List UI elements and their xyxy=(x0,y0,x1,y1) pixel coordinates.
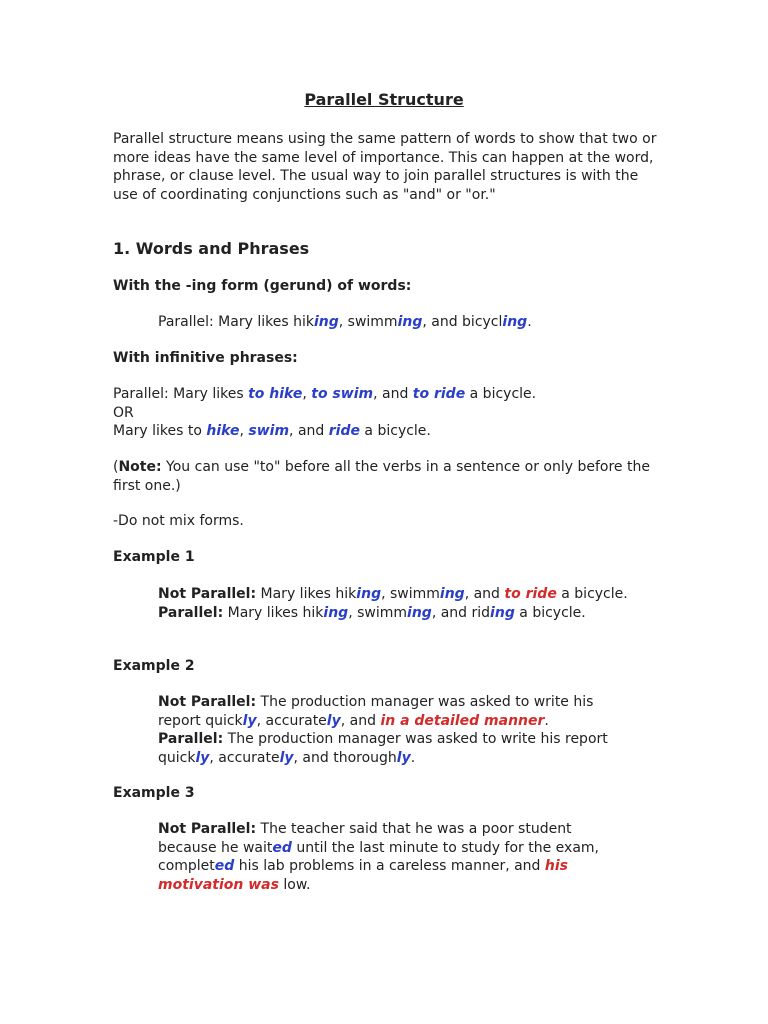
text: , swimm xyxy=(381,586,440,602)
error-phrase: to ride xyxy=(504,586,557,602)
phrase: hike xyxy=(206,423,240,439)
text: , swimm xyxy=(338,314,398,330)
parallel-label: Parallel: xyxy=(158,604,224,621)
text: Mary likes hik xyxy=(223,604,324,621)
text: , xyxy=(239,423,249,439)
text: Parallel: Mary likes hik xyxy=(158,314,314,330)
gerund-example xyxy=(158,313,628,332)
text: a bicycle. xyxy=(514,604,586,621)
error-phrase: his motivation was xyxy=(158,858,568,893)
ending: ly xyxy=(279,749,294,766)
parallel-line xyxy=(158,730,628,767)
text: You can use "to" before all the verbs in a sentence or only before the first one.) xyxy=(113,459,650,494)
ending: ing xyxy=(439,586,465,602)
text: , swimm xyxy=(348,604,408,621)
ending: ing xyxy=(323,604,349,621)
text: The production manager was asked to write his report quick xyxy=(158,694,594,729)
text: Parallel: Mary likes xyxy=(113,386,249,402)
text: , accurate xyxy=(256,712,327,729)
text: , and xyxy=(340,712,381,729)
text: , accurate xyxy=(209,749,280,766)
note-paragraph xyxy=(113,458,658,495)
text: a bicycle. xyxy=(465,386,537,402)
example-1-heading: Example 1 xyxy=(113,549,195,565)
example-2-body xyxy=(158,693,628,767)
ending: ing xyxy=(502,314,528,330)
phrase: to hike xyxy=(248,386,303,402)
error-phrase: in a detailed manner xyxy=(380,712,545,729)
ending: ing xyxy=(407,604,432,621)
ending: ing xyxy=(397,314,423,330)
text: . xyxy=(527,314,532,330)
not-parallel-label: Not Parallel: xyxy=(158,586,257,602)
text: . xyxy=(544,712,549,729)
page-title: Parallel Structure xyxy=(304,90,464,109)
text: a bicycle. xyxy=(556,586,628,602)
text: The production manager was asked to write his report quick xyxy=(158,731,608,766)
not-parallel-line xyxy=(158,820,628,894)
text: , and thorough xyxy=(293,749,397,766)
text: , and xyxy=(464,586,505,602)
do-not-mix: -Do not mix forms. xyxy=(113,513,244,529)
text: , and bicycl xyxy=(422,314,503,330)
ending: ing xyxy=(490,604,515,621)
phrase: to ride xyxy=(412,386,466,402)
text: . xyxy=(410,749,416,766)
example-1-body xyxy=(158,585,628,622)
infinitive-example-1 xyxy=(113,385,658,404)
example-2-heading: Example 2 xyxy=(113,658,195,674)
phrase: swim xyxy=(248,423,290,439)
ending: ed xyxy=(272,839,292,856)
text: low. xyxy=(278,876,311,893)
ending: ly xyxy=(396,749,411,766)
not-parallel-label: Not Parallel: xyxy=(158,694,257,710)
example-3-heading: Example 3 xyxy=(113,785,195,801)
intro-paragraph: Parallel structure means using the same pattern of words to show that two or more ideas have the same level of importance. This can happen at the word, phrase, or clause level. The usual way to join parallel structures is with the use of coordinating conjunctions such as "and" or "or." xyxy=(113,131,657,203)
text: , and xyxy=(373,386,413,402)
text: , and xyxy=(289,423,329,439)
infinitive-heading: With infinitive phrases: xyxy=(113,350,298,366)
note-label: Note: xyxy=(118,459,162,475)
text: a bicycle. xyxy=(359,423,431,439)
not-parallel-line xyxy=(158,585,628,604)
ending: ing xyxy=(356,586,382,602)
ending: ly xyxy=(326,712,341,729)
parallel-line xyxy=(158,604,628,623)
not-parallel-line xyxy=(158,693,628,730)
text: his lab problems in a careless manner, and xyxy=(234,858,545,874)
text: Mary likes to xyxy=(113,423,207,439)
parallel-label: Parallel: xyxy=(158,731,224,747)
text: until the last minute to study for the exam, complet xyxy=(158,839,599,874)
text: The teacher said that he was a poor student because he wait xyxy=(158,821,572,856)
ending: ing xyxy=(313,314,339,330)
text: ( xyxy=(113,459,119,475)
text: , xyxy=(302,386,312,402)
text: , and rid xyxy=(431,604,491,621)
example-3-body xyxy=(158,820,628,894)
ending: ed xyxy=(214,858,235,874)
or-text: OR xyxy=(113,405,134,421)
ending: ly xyxy=(195,749,210,766)
gerund-heading: With the -ing form (gerund) of words: xyxy=(113,278,412,294)
phrase: ride xyxy=(328,423,360,439)
infinitive-example-2 xyxy=(113,422,658,441)
text: Mary likes hik xyxy=(256,586,357,602)
ending: ly xyxy=(242,712,257,729)
not-parallel-label: Not Parallel: xyxy=(158,821,257,837)
section-heading-words-phrases: 1. Words and Phrases xyxy=(113,239,310,258)
phrase: to swim xyxy=(311,386,374,402)
